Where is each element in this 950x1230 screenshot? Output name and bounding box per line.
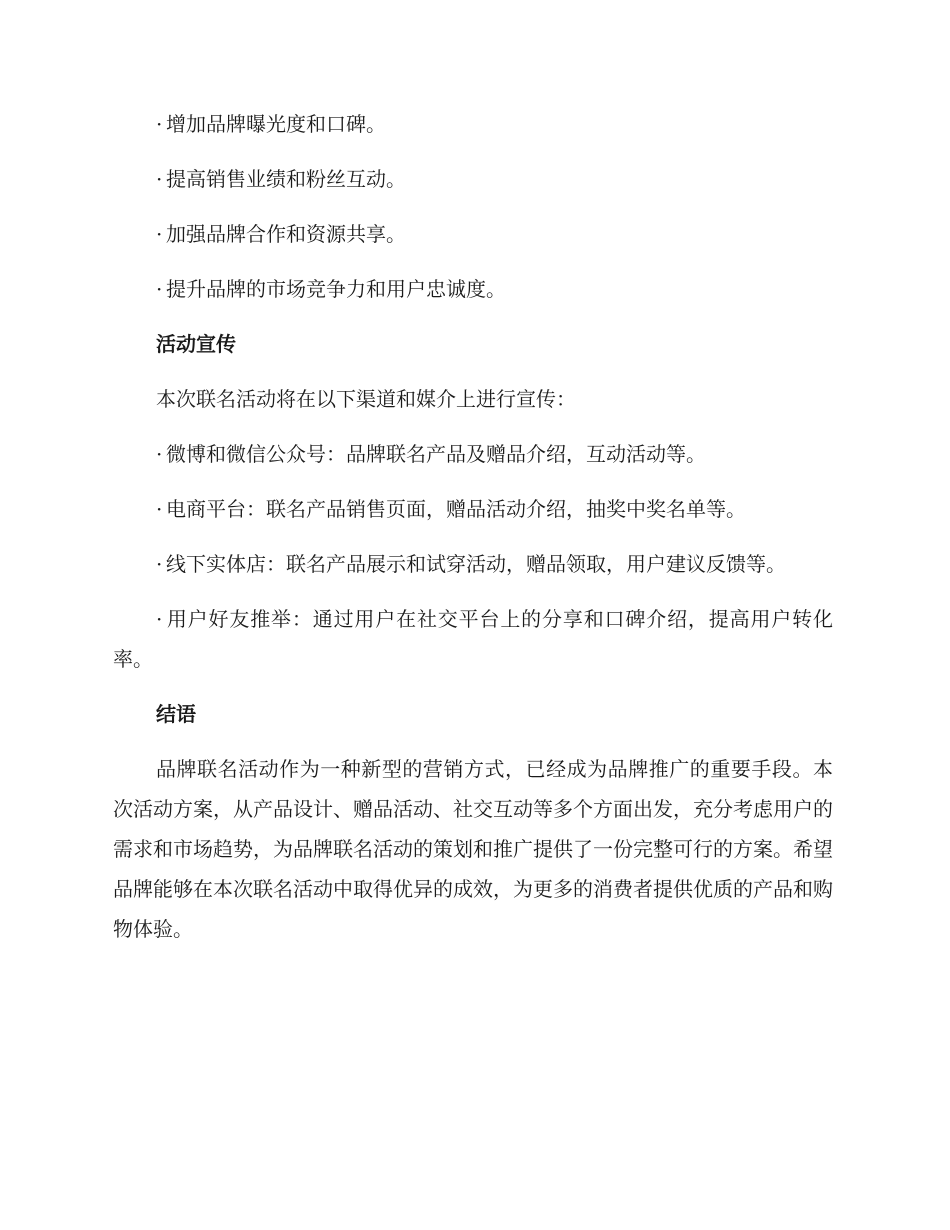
bullet-dot: ·	[156, 552, 163, 576]
goal-item	[113, 214, 833, 254]
goal-item-text: 增加品牌曝光度和口碑。	[166, 112, 386, 136]
bullet-dot: ·	[156, 497, 163, 521]
bullet-dot: ·	[156, 607, 163, 631]
promotion-item	[113, 489, 833, 529]
goal-item	[113, 104, 833, 144]
goal-item	[113, 269, 833, 309]
bullet-dot: ·	[156, 277, 163, 301]
section-heading-promotion: 活动宣传	[156, 332, 236, 356]
promotion-item-text: 电商平台：联名产品销售页面，赠品活动介绍，抽奖中奖名单等。	[166, 497, 746, 521]
bullet-dot: ·	[156, 222, 163, 246]
promotion-item-text: 线下实体店：联名产品展示和试穿活动，赠品领取，用户建议反馈等。	[166, 552, 786, 576]
promotion-item	[113, 599, 833, 679]
section-heading-conclusion: 结语	[156, 702, 196, 726]
promotion-item-text: 微博和微信公众号：品牌联名产品及赠品介绍，互动活动等。	[166, 442, 706, 466]
document-page	[113, 104, 833, 949]
bullet-dot: ·	[156, 167, 163, 191]
promotion-item	[113, 434, 833, 474]
goal-item-text: 提高销售业绩和粉丝互动。	[166, 167, 406, 191]
promotion-intro: 本次联名活动将在以下渠道和媒介上进行宣传：	[156, 387, 576, 411]
goal-item	[113, 159, 833, 199]
bullet-dot: ·	[156, 112, 163, 136]
bullet-dot: ·	[156, 442, 163, 466]
conclusion-paragraph: 品牌联名活动作为一种新型的营销方式，已经成为品牌推广的重要手段。本次活动方案，从产品设计、赠品活动、社交互动等多个方面出发，充分考虑用户的需求和市场趋势，为品牌联名活动的策划和推广提供了一份完整可行的方案。希望品牌能够在本次联名活动中取得优异的成效，为更多的消费者提供优质的产品和购物体验。	[113, 757, 833, 941]
promotion-item-text: 用户好友推举：通过用户在社交平台上的分享和口碑介绍，提高用户转化率。	[113, 607, 833, 671]
goal-item-text: 加强品牌合作和资源共享。	[166, 222, 406, 246]
promotion-item	[113, 544, 833, 584]
goal-item-text: 提升品牌的市场竞争力和用户忠诚度。	[166, 277, 506, 301]
